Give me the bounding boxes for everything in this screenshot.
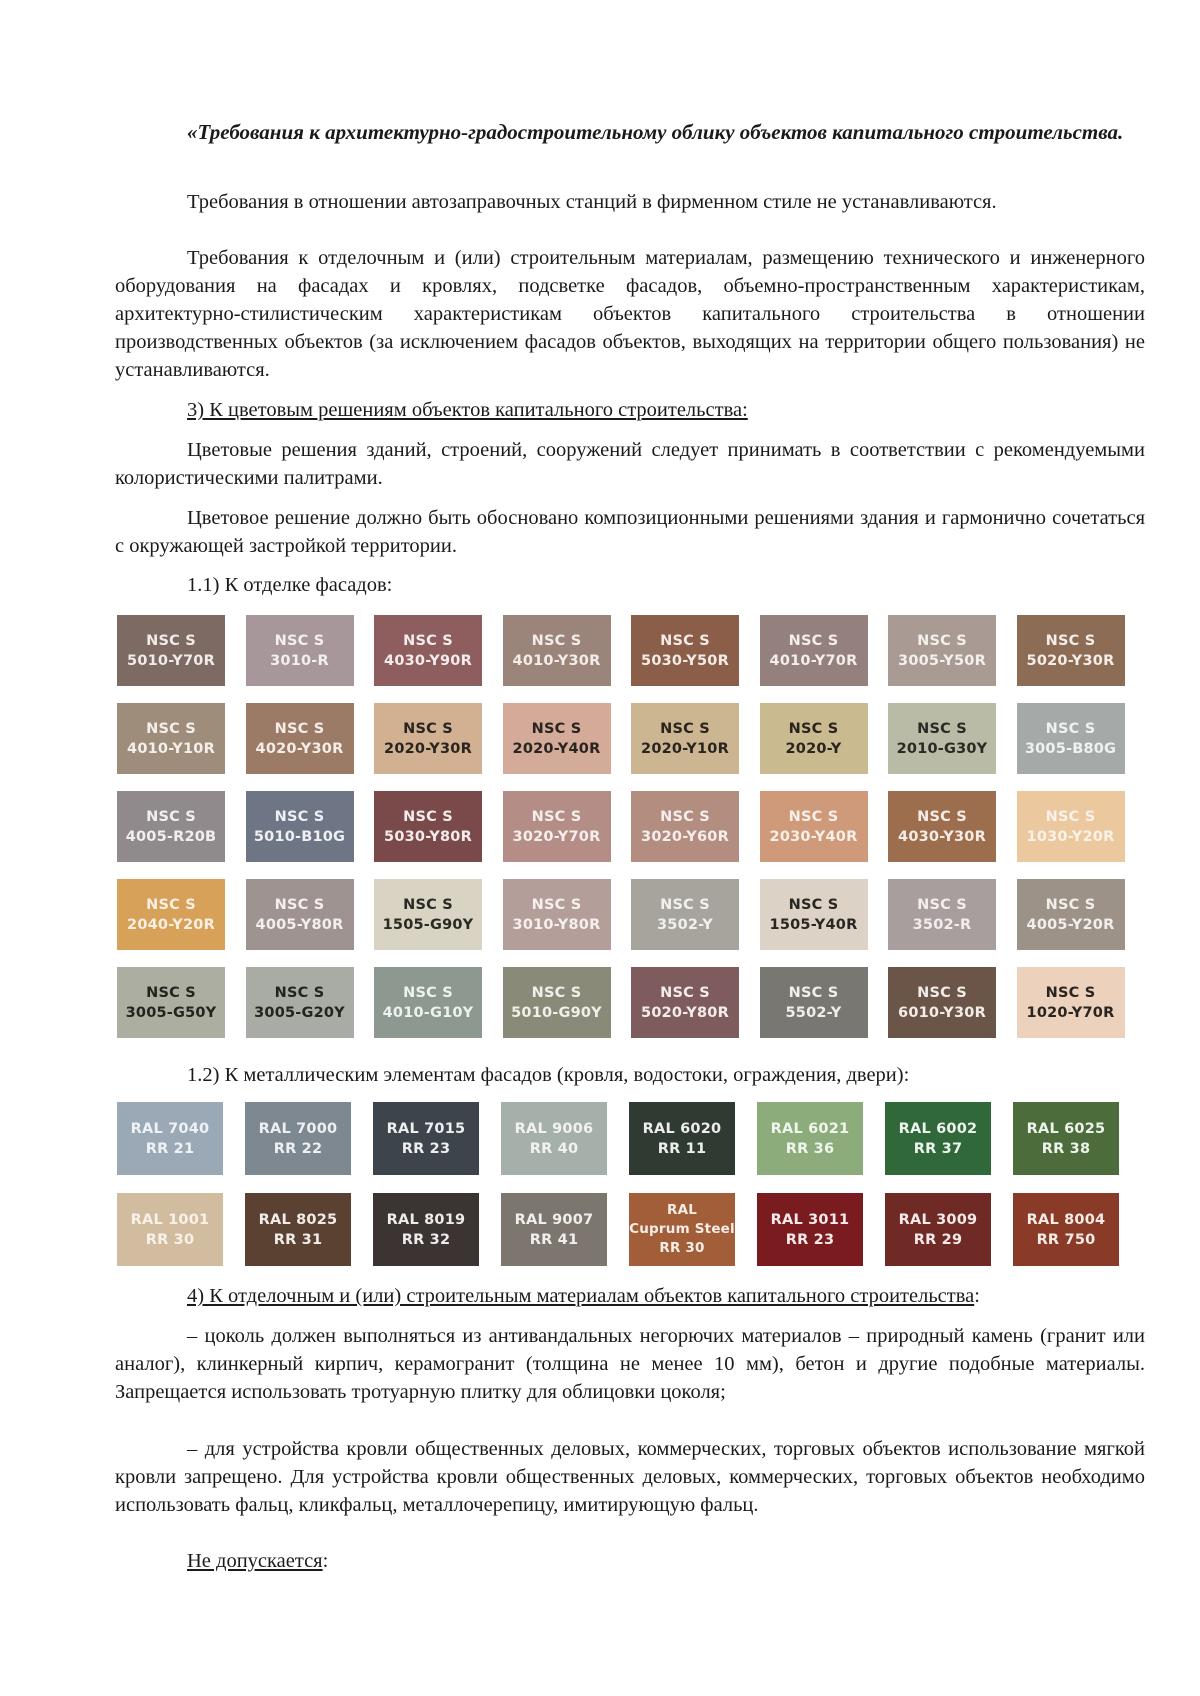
facade-swatch: [503, 879, 611, 950]
facade-swatch: [503, 703, 611, 774]
metal-swatch-label: RAL 6025 RR 38: [1026, 1120, 1106, 1157]
metal-swatch: [757, 1102, 863, 1175]
metal-swatch: [501, 1102, 607, 1175]
facade-swatch: [246, 879, 354, 950]
facade-swatch-label: NSC S 4030-Y90R: [384, 632, 472, 669]
facade-swatch-label: NSC S 5502-Y: [785, 984, 842, 1021]
section-4-colon: :: [974, 1285, 980, 1307]
metal-swatch-label: RAL 8004 RR 750: [1026, 1211, 1106, 1248]
facade-swatch: [760, 791, 868, 862]
facade-swatch: [631, 879, 739, 950]
facade-swatch: [1017, 615, 1125, 686]
facade-swatch: [374, 791, 482, 862]
facade-swatch: [1017, 879, 1125, 950]
facade-swatch-label: NSC S 5010-Y70R: [127, 632, 215, 669]
metal-swatch-label: RAL 3011 RR 23: [770, 1211, 850, 1248]
paragraph-plinth-materials: – цоколь должен выполняться из антивандальных негорючих материалов – природный камень (гранит или аналог), клинкерный кирпич, керамогранит (толщина не менее 10 мм), бетон и другие подобные материалы. Запрещается использовать тротуарную плитку для облицовки цоколя;: [115, 1325, 1145, 1403]
metal-swatch-label: RAL 3009 RR 29: [898, 1211, 978, 1248]
facade-swatch: [503, 791, 611, 862]
metal-swatch: [1013, 1102, 1119, 1175]
facade-swatch: [117, 791, 225, 862]
metal-swatch-label: RAL 7040 RR 21: [130, 1120, 210, 1157]
facade-swatch: [503, 967, 611, 1038]
facade-swatch: [117, 879, 225, 950]
metal-swatch: [629, 1193, 735, 1266]
facade-swatch: [374, 615, 482, 686]
facade-swatch-label: NSC S 1505-G90Y: [382, 896, 474, 933]
metal-swatch: [373, 1193, 479, 1266]
facade-swatch-label: NSC S 2030-Y40R: [769, 808, 858, 845]
facade-swatch: [1017, 791, 1125, 862]
facade-swatch-label: NSC S 1030-Y20R: [1026, 808, 1115, 845]
section-3-text: 3) К цветовым решениям объектов капитального строительства:: [187, 399, 748, 421]
metal-swatch-label: RAL 9006 RR 40: [514, 1120, 594, 1157]
facade-swatch-label: NSC S 1020-Y70R: [1026, 984, 1115, 1021]
facade-swatch-label: NSC S 5030-Y80R: [384, 808, 472, 845]
not-allowed-heading: [187, 1547, 328, 1575]
facade-swatch: [503, 615, 611, 686]
metal-swatch-label: RAL 6002 RR 37: [898, 1120, 978, 1157]
facade-swatch: [760, 703, 868, 774]
metal-swatch: [245, 1193, 351, 1266]
facade-swatch-label: NSC S 2020-Y30R: [384, 720, 472, 757]
subsection-metal-heading: 1.2) К металлическим элементам фасадов (кровля, водостоки, ограждения, двери):: [187, 1064, 910, 1086]
metal-color-palette: [117, 1102, 1119, 1266]
facade-swatch: [760, 615, 868, 686]
facade-swatch: [1017, 967, 1125, 1038]
section-4-text: 4) К отделочным и (или) строительным материалам объектов капитального строительства: [187, 1285, 975, 1307]
section-3-heading: [187, 396, 748, 424]
facade-swatch-label: NSC S 2020-Y40R: [512, 720, 601, 757]
facade-swatch: [374, 967, 482, 1038]
metal-swatch: [885, 1102, 991, 1175]
facade-swatch: [374, 703, 482, 774]
facade-swatch-label: NSC S 3005-B80G: [1024, 720, 1117, 757]
paragraph-color-palettes: Цветовые решения зданий, строений, сооружений следует принимать в соответствии с рекомендуемыми колористическими палитрами.: [115, 439, 1145, 489]
facade-swatch: [246, 615, 354, 686]
facade-swatch-label: NSC S 1505-Y40R: [769, 896, 858, 933]
facade-swatch: [888, 615, 996, 686]
facade-swatch-label: NSC S 3010-R: [270, 632, 329, 669]
facade-swatch-label: NSC S 5010-G90Y: [511, 984, 602, 1021]
not-allowed-text: Не допускается: [187, 1550, 323, 1572]
paragraph-production-objects: Требования к отделочным и (или) строительным материалам, размещению технического и инженерного оборудования на фасадах и кровлях, подсветке фасадов, объемно-пространственным характеристикам, архитектурно-стилистическим характеристикам объектов капитального строительства в отношении производственных объектов (за исключением фасадов объектов, выходящих на территории общего пользования) не устанавливаются.: [115, 247, 1145, 381]
facade-swatch-label: NSC S 2040-Y20R: [127, 896, 215, 933]
facade-swatch: [888, 879, 996, 950]
facade-swatch-label: NSC S 4010-Y30R: [512, 632, 601, 669]
facade-swatch-label: NSC S 4005-Y80R: [255, 896, 344, 933]
metal-swatch: [885, 1193, 991, 1266]
facade-swatch-label: NSC S 3005-G50Y: [125, 984, 217, 1021]
metal-swatch-label: RAL 6021 RR 36: [770, 1120, 850, 1157]
facade-swatch-label: NSC S 4005-R20B: [125, 808, 217, 845]
facade-swatch: [246, 703, 354, 774]
facade-swatch: [117, 967, 225, 1038]
paragraph-roof-materials: – для устройства кровли общественных деловых, коммерческих, торговых объектов использование мягкой кровли запрещено. Для устройства кровли общественных деловых, коммерческих, торговых объектов необходимо использовать фальц, кликфальц, металлочерепицу, имитирующую фальц.: [115, 1438, 1145, 1516]
facade-swatch-label: NSC S 5030-Y50R: [641, 632, 729, 669]
metal-swatch: [373, 1102, 479, 1175]
facade-swatch: [888, 703, 996, 774]
metal-swatch: [629, 1102, 735, 1175]
facade-swatch-label: NSC S 4010-Y10R: [127, 720, 215, 757]
facade-swatch: [631, 703, 739, 774]
facade-swatch: [117, 703, 225, 774]
facade-swatch-label: NSC S 2020-Y: [785, 720, 842, 757]
section-4-heading: [187, 1282, 980, 1310]
document-title: «Требования к архитектурно-градостроительному облику объектов капитального строительства.: [187, 120, 1124, 144]
facade-swatch-label: NSC S 3502-Y: [657, 896, 713, 933]
facade-swatch-label: NSC S 3020-Y60R: [641, 808, 729, 845]
metal-swatch: [117, 1102, 223, 1175]
facade-swatch: [888, 967, 996, 1038]
facade-swatch: [246, 791, 354, 862]
facade-swatch: [117, 615, 225, 686]
metal-swatch-label: RAL 6020 RR 11: [642, 1120, 722, 1157]
facade-swatch: [888, 791, 996, 862]
not-allowed-colon: :: [322, 1550, 329, 1572]
metal-swatch-label: RAL 8019 RR 32: [386, 1211, 466, 1248]
facade-swatch-label: NSC S 3010-Y80R: [512, 896, 601, 933]
facade-swatch-label: NSC S 5020-Y30R: [1026, 632, 1115, 669]
facade-swatch-label: NSC S 3005-G20Y: [254, 984, 345, 1021]
metal-swatch-label: RAL 7015 RR 23: [386, 1120, 466, 1157]
facade-swatch-label: NSC S 4010-Y70R: [769, 632, 858, 669]
facade-swatch-label: NSC S 4010-G10Y: [382, 984, 474, 1021]
metal-swatch: [757, 1193, 863, 1266]
facade-color-palette: [117, 615, 1125, 1038]
metal-swatch-label: RAL 1001 RR 30: [130, 1211, 210, 1248]
facade-swatch: [1017, 703, 1125, 774]
facade-swatch-label: NSC S 5020-Y80R: [641, 984, 729, 1021]
metal-swatch-label: RAL 7000 RR 22: [258, 1120, 338, 1157]
facade-swatch: [631, 967, 739, 1038]
facade-swatch-label: NSC S 5010-B10G: [253, 808, 346, 845]
metal-swatch-label: RAL 9007 RR 41: [514, 1211, 594, 1248]
facade-swatch: [631, 615, 739, 686]
facade-swatch-label: NSC S 6010-Y30R: [898, 984, 986, 1021]
metal-swatch-label: RAL Cuprum Steel RR 30: [629, 1202, 735, 1256]
facade-swatch: [246, 967, 354, 1038]
subsection-facades-heading: 1.1) К отделке фасадов:: [187, 574, 393, 596]
facade-swatch: [374, 879, 482, 950]
facade-swatch-label: NSC S 3005-Y50R: [898, 632, 986, 669]
facade-swatch-label: NSC S 4020-Y30R: [255, 720, 344, 757]
facade-swatch: [631, 791, 739, 862]
metal-swatch: [117, 1193, 223, 1266]
metal-swatch: [1013, 1193, 1119, 1266]
paragraph-color-composition: Цветовое решение должно быть обосновано композиционными решениями здания и гармонично сочетаться с окружающей застройкой территории.: [115, 507, 1145, 557]
metal-swatch-label: RAL 8025 RR 31: [258, 1211, 338, 1248]
facade-swatch-label: NSC S 3502-R: [912, 896, 972, 933]
facade-swatch-label: NSC S 3020-Y70R: [512, 808, 601, 845]
paragraph-gas-stations: Требования в отношении автозаправочных станций в фирменном стиле не устанавливаются.: [187, 191, 997, 213]
facade-swatch: [760, 879, 868, 950]
facade-swatch-label: NSC S 2020-Y10R: [641, 720, 729, 757]
facade-swatch-label: NSC S 4005-Y20R: [1026, 896, 1115, 933]
facade-swatch: [760, 967, 868, 1038]
facade-swatch-label: NSC S 4030-Y30R: [898, 808, 986, 845]
metal-swatch: [245, 1102, 351, 1175]
facade-swatch-label: NSC S 2010-G30Y: [896, 720, 988, 757]
metal-swatch: [501, 1193, 607, 1266]
